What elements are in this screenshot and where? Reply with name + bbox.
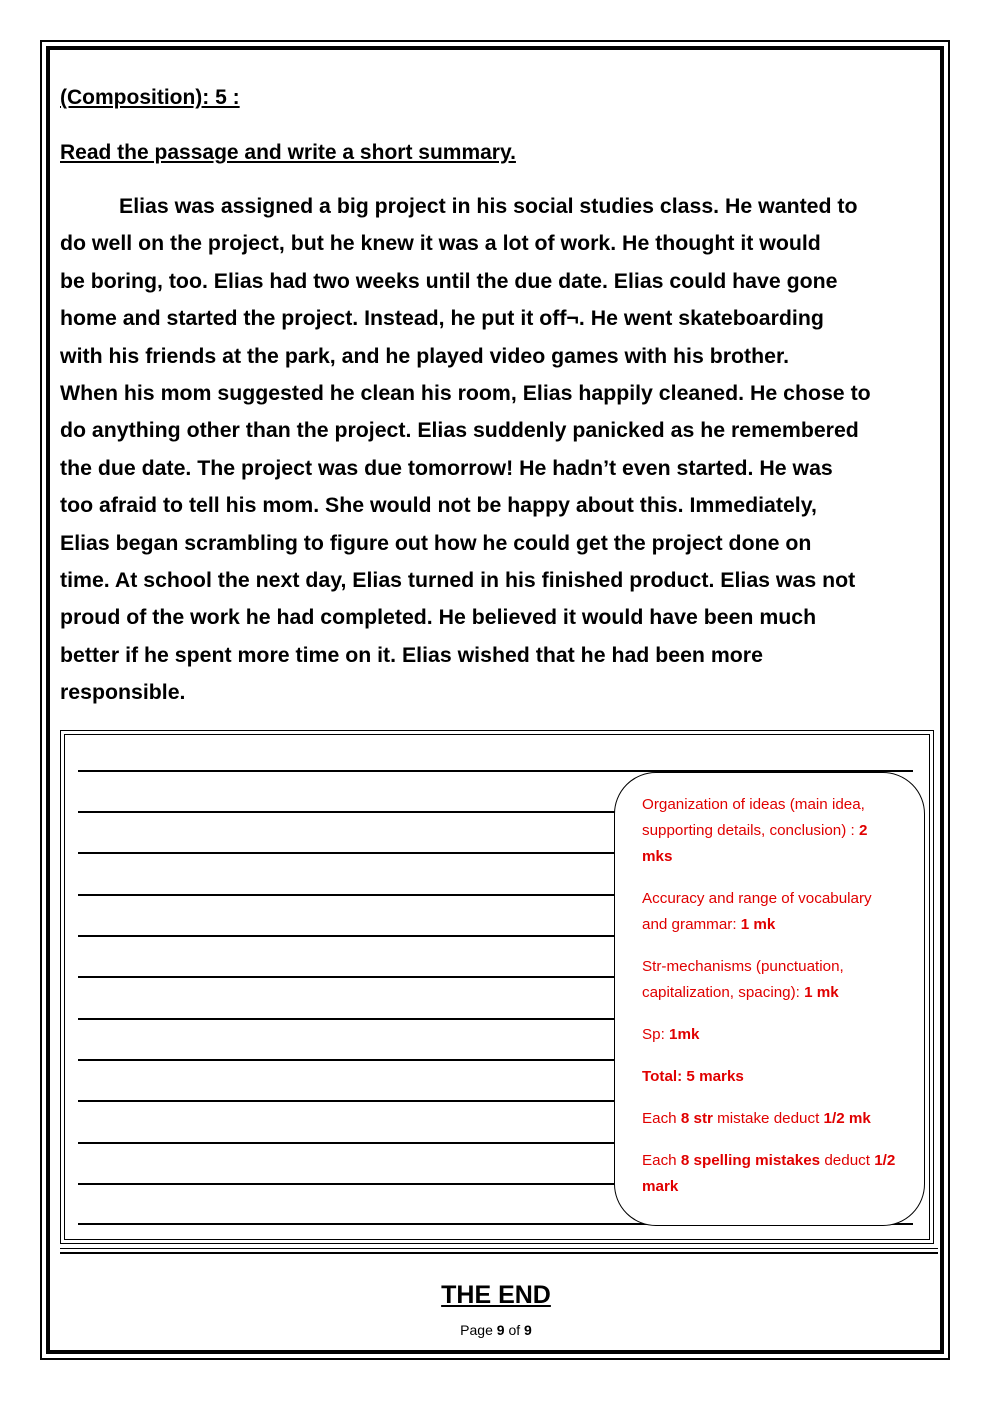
writing-line[interactable] xyxy=(78,1018,618,1020)
passage-line: When his mom suggested he clean his room, Elias happily cleaned. He chose to xyxy=(60,381,871,406)
page-number: Page 9 of 9 xyxy=(460,1322,532,1338)
writing-line[interactable] xyxy=(78,1183,618,1185)
the-end-title: THE END xyxy=(441,1281,551,1309)
writing-line[interactable] xyxy=(78,852,618,854)
passage-line: time. At school the next day, Elias turned in his finished product. Elias was not xyxy=(60,568,856,593)
passage xyxy=(60,188,940,712)
writing-line[interactable] xyxy=(78,1059,618,1061)
passage-line: Elias began scrambling to figure out how he could get the project done on xyxy=(60,530,812,555)
rubric-str-rule: Each 8 str mistake deduct 1/2 mk xyxy=(642,1110,871,1127)
passage-line: responsible. xyxy=(60,680,186,705)
passage-line: the due date. The project was due tomorrow! He hadn’t even started. He was xyxy=(60,455,833,480)
instruction-heading: Read the passage and write a short summary. xyxy=(60,141,516,164)
rubric-organization: Organization of ideas (main idea, supporting details, conclusion) : 2 mks xyxy=(642,796,868,865)
writing-line[interactable] xyxy=(78,976,618,978)
passage-line: proud of the work he had completed. He believed it would have been much xyxy=(60,605,817,630)
rubric-total: Total: 5 marks xyxy=(642,1068,744,1085)
divider xyxy=(60,1252,938,1254)
divider xyxy=(60,1248,938,1249)
passage-line: with his friends at the park, and he played video games with his brother. xyxy=(60,343,789,368)
passage-line: home and started the project. Instead, he put it off¬. He went skateboarding xyxy=(60,306,824,331)
composition-heading: (Composition): 5 : xyxy=(60,86,240,109)
passage-line: Elias was assigned a big project in his social studies class. He wanted to xyxy=(119,194,858,218)
writing-line[interactable] xyxy=(78,1100,618,1102)
rubric-mechanisms: Str-mechanisms (punctuation, capitalization, spacing): 1 mk xyxy=(642,958,844,1001)
passage-line: better if he spent more time on it. Elias wished that he had been more xyxy=(60,642,763,667)
writing-line[interactable] xyxy=(78,1142,618,1144)
passage-line: do well on the project, but he knew it was a lot of work. He thought it would xyxy=(60,231,821,256)
rubric-vocabulary: Accuracy and range of vocabulary and grammar: 1 mk xyxy=(642,890,872,933)
writing-line[interactable] xyxy=(78,894,618,896)
rubric-spelling: Sp: 1mk xyxy=(642,1026,700,1043)
rubric-spelling-rule: Each 8 spelling mistakes deduct 1/2 mark xyxy=(642,1152,896,1195)
marking-rubric xyxy=(614,772,925,1226)
writing-line[interactable] xyxy=(78,811,618,813)
passage-line: be boring, too. Elias had two weeks until the due date. Elias could have gone xyxy=(60,268,838,293)
passage-line: do anything other than the project. Elias suddenly panicked as he remembered xyxy=(60,418,859,443)
passage-line: too afraid to tell his mom. She would not be happy about this. Immediately, xyxy=(60,493,817,518)
writing-line[interactable] xyxy=(78,935,618,937)
